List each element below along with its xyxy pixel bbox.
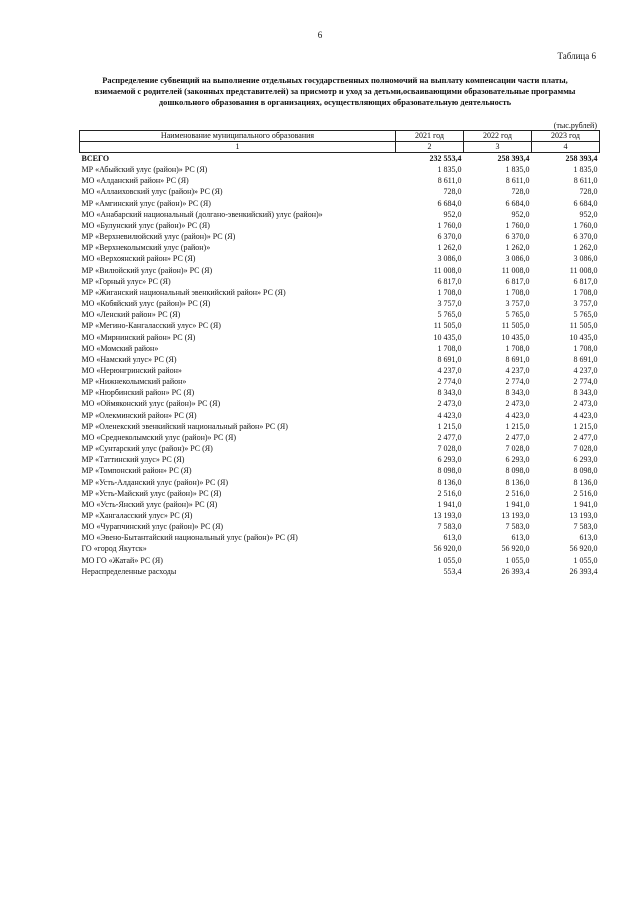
value-2022-cell: 7 028,0 <box>505 444 530 454</box>
value-2023-cell: 8 691,0 <box>573 354 598 364</box>
value-2022-cell: 1 760,0 <box>505 220 530 230</box>
table-title <box>70 75 600 108</box>
title-line: дошкольного образования в организациях, осуществляющих образовательную деятельность <box>158 98 512 107</box>
title-line: взимаемой с родителей (законных представителей) за присмотр и уход за детьми,осваивающими образовательные программы <box>94 87 576 96</box>
value-2021-cell: 728,0 <box>443 187 462 197</box>
value-2023-cell: 3 757,0 <box>573 299 598 309</box>
page-number: 6 <box>317 30 323 40</box>
table-row <box>80 555 600 566</box>
value-2023-cell: 11 505,0 <box>569 321 598 331</box>
name-cell: МР «Оленекский эвенкийский национальный район» РС (Я) <box>81 421 288 431</box>
value-2022-cell: 10 435,0 <box>501 332 530 342</box>
value-2022-cell: 258 393,4 <box>497 154 530 163</box>
value-2022-cell: 2 516,0 <box>505 488 530 498</box>
table-row <box>80 287 600 298</box>
value-2021-cell: 2 774,0 <box>437 377 462 387</box>
name-cell: МР «Мегино-Кангаласский улус» РС (Я) <box>81 321 221 331</box>
value-2023-cell: 56 920,0 <box>569 544 598 554</box>
value-2021-cell: 6 817,0 <box>437 276 462 286</box>
value-2022-cell: 1 708,0 <box>505 343 530 353</box>
name-cell: МО «Намский улус» РС (Я) <box>81 354 177 364</box>
value-2023-cell: 613,0 <box>579 533 598 543</box>
value-2021-cell: 2 516,0 <box>437 488 462 498</box>
value-2021-cell: 5 765,0 <box>437 310 462 320</box>
name-cell: МО «Алданский район» РС (Я) <box>81 176 189 186</box>
value-2021-cell: 7 028,0 <box>437 444 462 454</box>
value-2021-cell: 8 691,0 <box>437 354 462 364</box>
table-row <box>80 253 600 264</box>
value-2023-cell: 1 215,0 <box>573 421 598 431</box>
name-cell: МО «Кобяйский улус (район)» РС (Я) <box>81 299 211 309</box>
name-cell: МР «Вилюйский улус (район)» РС (Я) <box>81 265 213 275</box>
value-2021-cell: 1 708,0 <box>437 343 462 353</box>
value-2021-cell: 1 215,0 <box>437 421 462 431</box>
value-2022-cell: 2 473,0 <box>505 399 530 409</box>
subvention-table <box>79 130 600 577</box>
table-row <box>80 532 600 543</box>
value-2021-cell: 1 941,0 <box>437 499 462 509</box>
value-2023-cell: 10 435,0 <box>569 332 598 342</box>
table-body <box>80 153 600 577</box>
value-2022-cell: 728,0 <box>511 187 530 197</box>
value-2022-cell: 3 086,0 <box>505 254 530 264</box>
value-2022-cell: 13 193,0 <box>501 511 530 520</box>
value-2023-cell: 2 477,0 <box>573 432 598 442</box>
value-2021-cell: 4 237,0 <box>437 365 462 375</box>
table-row <box>80 332 600 343</box>
value-2022-cell: 1 835,0 <box>505 165 530 175</box>
table-row <box>80 343 600 354</box>
name-cell: МР «Усть-Алданский улус (район)» РС (Я) <box>81 477 228 487</box>
value-2023-cell: 6 817,0 <box>573 276 598 286</box>
value-2022-cell: 1 708,0 <box>505 287 530 297</box>
value-2021-cell: 7 583,0 <box>437 522 462 532</box>
table-row <box>80 566 600 577</box>
table-row <box>80 320 600 331</box>
table-row <box>80 488 600 499</box>
value-2023-cell: 4 237,0 <box>573 365 598 375</box>
column-header: 2022 год <box>464 131 532 142</box>
value-2023-cell: 5 765,0 <box>573 310 598 320</box>
value-2021-cell: 11 505,0 <box>433 321 462 331</box>
name-cell: МО «Эвено-Бытантайский национальный улус (район)» РС (Я) <box>81 533 298 543</box>
value-2021-cell: 1 262,0 <box>437 243 462 253</box>
table-row <box>80 477 600 488</box>
value-2021-cell: 1 835,0 <box>437 165 462 175</box>
value-2023-cell: 2 774,0 <box>573 377 598 387</box>
value-2022-cell: 8 611,0 <box>505 176 530 186</box>
table-row <box>80 186 600 197</box>
units-label: (тыс.рублей) <box>553 121 597 130</box>
value-2022-cell: 613,0 <box>511 533 530 543</box>
value-2022-cell: 952,0 <box>511 209 530 219</box>
value-2021-cell: 3 086,0 <box>437 254 462 264</box>
name-cell: МО ГО «Жатай» РС (Я) <box>81 555 163 565</box>
table-row <box>80 376 600 387</box>
value-2022-cell: 8 343,0 <box>505 388 530 398</box>
table-row <box>80 432 600 443</box>
name-cell: ВСЕГО <box>81 154 110 163</box>
name-cell: МР «Нижнеколымский район» <box>81 377 187 387</box>
value-2022-cell: 2 774,0 <box>505 377 530 387</box>
value-2021-cell: 1 055,0 <box>437 555 462 565</box>
name-cell: МО «Верхоянский район» РС (Я) <box>81 254 196 264</box>
value-2023-cell: 6 684,0 <box>573 198 598 208</box>
value-2023-cell: 8 098,0 <box>573 466 598 476</box>
name-cell: МО «Момский район» <box>81 343 159 353</box>
value-2021-cell: 1 760,0 <box>437 220 462 230</box>
value-2023-cell: 7 583,0 <box>573 522 598 532</box>
column-number: 3 <box>464 142 532 153</box>
table-row <box>80 242 600 253</box>
name-cell: МР «Хангаласский улус» РС (Я) <box>81 511 193 520</box>
total-row <box>80 153 600 165</box>
value-2021-cell: 6 370,0 <box>437 232 462 242</box>
value-2023-cell: 728,0 <box>579 187 598 197</box>
name-cell: МР «Усть-Майский улус (район)» РС (Я) <box>81 488 222 498</box>
table-row <box>80 276 600 287</box>
value-2023-cell: 1 708,0 <box>573 343 598 353</box>
name-cell: МР «Сунтарский улус (район)» РС (Я) <box>81 444 213 454</box>
table-row <box>80 465 600 476</box>
value-2021-cell: 553,4 <box>443 566 462 576</box>
value-2022-cell: 4 237,0 <box>505 365 530 375</box>
name-cell: МР «Верхневилюйский улус (район)» РС (Я) <box>81 232 236 242</box>
value-2022-cell: 7 583,0 <box>505 522 530 532</box>
value-2023-cell: 11 008,0 <box>569 265 598 275</box>
name-cell: МР «Жиганский национальный эвенкийский район» РС (Я) <box>81 287 286 297</box>
name-cell: МР «Олекминский район» РС (Я) <box>81 410 197 420</box>
table-row <box>80 220 600 231</box>
value-2022-cell: 26 393,4 <box>501 566 530 576</box>
table-row <box>80 454 600 465</box>
value-2021-cell: 8 343,0 <box>437 388 462 398</box>
value-2022-cell: 1 055,0 <box>505 555 530 565</box>
table-row <box>80 499 600 510</box>
table-row <box>80 231 600 242</box>
value-2021-cell: 613,0 <box>443 533 462 543</box>
value-2023-cell: 8 343,0 <box>573 388 598 398</box>
value-2023-cell: 3 086,0 <box>573 254 598 264</box>
name-cell: МР «Верхнеколымский улус (район)» <box>81 243 211 253</box>
column-number: 1 <box>80 142 396 153</box>
value-2023-cell: 258 393,4 <box>565 154 598 163</box>
value-2021-cell: 56 920,0 <box>433 544 462 554</box>
name-cell: МО «Чурапчинский улус (район)» РС (Я) <box>81 522 224 532</box>
column-header: 2023 год <box>532 131 600 142</box>
column-number: 2 <box>396 142 464 153</box>
value-2022-cell: 4 423,0 <box>505 410 530 420</box>
name-cell: МО «Оймяконский улус (район)» РС (Я) <box>81 399 221 409</box>
value-2023-cell: 1 055,0 <box>573 555 598 565</box>
value-2023-cell: 2 473,0 <box>573 399 598 409</box>
value-2021-cell: 3 757,0 <box>437 299 462 309</box>
value-2021-cell: 10 435,0 <box>433 332 462 342</box>
table-row <box>80 387 600 398</box>
value-2021-cell: 8 611,0 <box>437 176 462 186</box>
value-2021-cell: 13 193,0 <box>433 511 462 520</box>
name-cell: МО «Булунский улус (район)» РС (Я) <box>81 220 210 230</box>
value-2022-cell: 11 505,0 <box>501 321 530 331</box>
table-row <box>80 365 600 376</box>
header-row <box>80 131 600 142</box>
value-2022-cell: 1 215,0 <box>505 421 530 431</box>
value-2023-cell: 8 136,0 <box>573 477 598 487</box>
value-2023-cell: 1 835,0 <box>573 165 598 175</box>
value-2021-cell: 232 553,4 <box>429 154 462 163</box>
column-header: 2021 год <box>396 131 464 142</box>
value-2021-cell: 4 423,0 <box>437 410 462 420</box>
table-row <box>80 175 600 186</box>
name-cell: МО «Среднеколымский улус (район)» РС (Я) <box>81 432 237 442</box>
value-2022-cell: 1 941,0 <box>505 499 530 509</box>
name-cell: ГО «город Якутск» <box>81 544 147 554</box>
column-number: 4 <box>532 142 600 153</box>
value-2022-cell: 1 262,0 <box>505 243 530 253</box>
value-2021-cell: 1 708,0 <box>437 287 462 297</box>
name-cell: Нераспределенные расходы <box>81 566 177 576</box>
name-cell: МО «Ленский район» РС (Я) <box>81 310 181 320</box>
name-cell: МР «Горный улус» РС (Я) <box>81 276 171 286</box>
value-2023-cell: 13 193,0 <box>569 511 598 520</box>
value-2023-cell: 4 423,0 <box>573 410 598 420</box>
value-2023-cell: 6 293,0 <box>573 455 598 465</box>
name-cell: МО «Анабарский национальный (долгано-эвенкийский) улус (район)» <box>81 209 323 219</box>
value-2022-cell: 5 765,0 <box>505 310 530 320</box>
table-row <box>80 164 600 175</box>
table-row <box>80 443 600 454</box>
value-2023-cell: 26 393,4 <box>569 566 598 576</box>
table-row <box>80 510 600 521</box>
name-cell: МР «Амгинский улус (район)» РС (Я) <box>81 198 211 208</box>
value-2023-cell: 8 611,0 <box>573 176 598 186</box>
name-cell: МО «Аллаиховский улус (район)» РС (Я) <box>81 187 223 197</box>
table-row <box>80 298 600 309</box>
table-label: Таблица 6 <box>557 51 596 61</box>
table-row <box>80 209 600 220</box>
value-2021-cell: 2 473,0 <box>437 399 462 409</box>
name-cell: МО «Усть-Янский улус (район)» РС (Я) <box>81 499 218 509</box>
value-2022-cell: 8 098,0 <box>505 466 530 476</box>
name-cell: МО «Нерюнгринский район» <box>81 365 182 375</box>
table-row <box>80 410 600 421</box>
value-2022-cell: 56 920,0 <box>501 544 530 554</box>
title-line: Распределение субвенций на выполнение отдельных государственных полномочий на выплату компенсации части платы, <box>102 76 568 85</box>
value-2022-cell: 3 757,0 <box>505 299 530 309</box>
name-cell: МР «Нюрбинский район» РС (Я) <box>81 388 195 398</box>
value-2023-cell: 1 941,0 <box>573 499 598 509</box>
value-2021-cell: 2 477,0 <box>437 432 462 442</box>
value-2023-cell: 1 262,0 <box>573 243 598 253</box>
table-row <box>80 543 600 554</box>
value-2021-cell: 8 136,0 <box>437 477 462 487</box>
value-2021-cell: 8 098,0 <box>437 466 462 476</box>
value-2023-cell: 7 028,0 <box>573 444 598 454</box>
value-2021-cell: 11 008,0 <box>433 265 462 275</box>
value-2022-cell: 2 477,0 <box>505 432 530 442</box>
table-row <box>80 521 600 532</box>
table-row <box>80 354 600 365</box>
table-row <box>80 421 600 432</box>
value-2023-cell: 1 760,0 <box>573 220 598 230</box>
value-2021-cell: 952,0 <box>443 209 462 219</box>
column-number-row <box>80 142 600 153</box>
value-2022-cell: 6 293,0 <box>505 455 530 465</box>
name-cell: МР «Абыйский улус (район)» РС (Я) <box>81 165 208 175</box>
value-2022-cell: 6 684,0 <box>505 198 530 208</box>
table-row <box>80 398 600 409</box>
value-2022-cell: 6 370,0 <box>505 232 530 242</box>
table-row <box>80 198 600 209</box>
value-2023-cell: 6 370,0 <box>573 232 598 242</box>
value-2022-cell: 8 136,0 <box>505 477 530 487</box>
table-row <box>80 309 600 320</box>
value-2021-cell: 6 684,0 <box>437 198 462 208</box>
value-2023-cell: 952,0 <box>579 209 598 219</box>
name-cell: МР «Томпонский район» РС (Я) <box>81 466 192 476</box>
name-cell: МР «Таттинский улус» РС (Я) <box>81 455 185 465</box>
value-2021-cell: 6 293,0 <box>437 455 462 465</box>
value-2022-cell: 11 008,0 <box>501 265 530 275</box>
name-cell: МО «Мирнинский район» РС (Я) <box>81 332 196 342</box>
value-2022-cell: 6 817,0 <box>505 276 530 286</box>
value-2023-cell: 1 708,0 <box>573 287 598 297</box>
value-2022-cell: 8 691,0 <box>505 354 530 364</box>
table-row <box>80 265 600 276</box>
column-header: Наименование муниципального образования <box>80 131 396 142</box>
value-2023-cell: 2 516,0 <box>573 488 598 498</box>
